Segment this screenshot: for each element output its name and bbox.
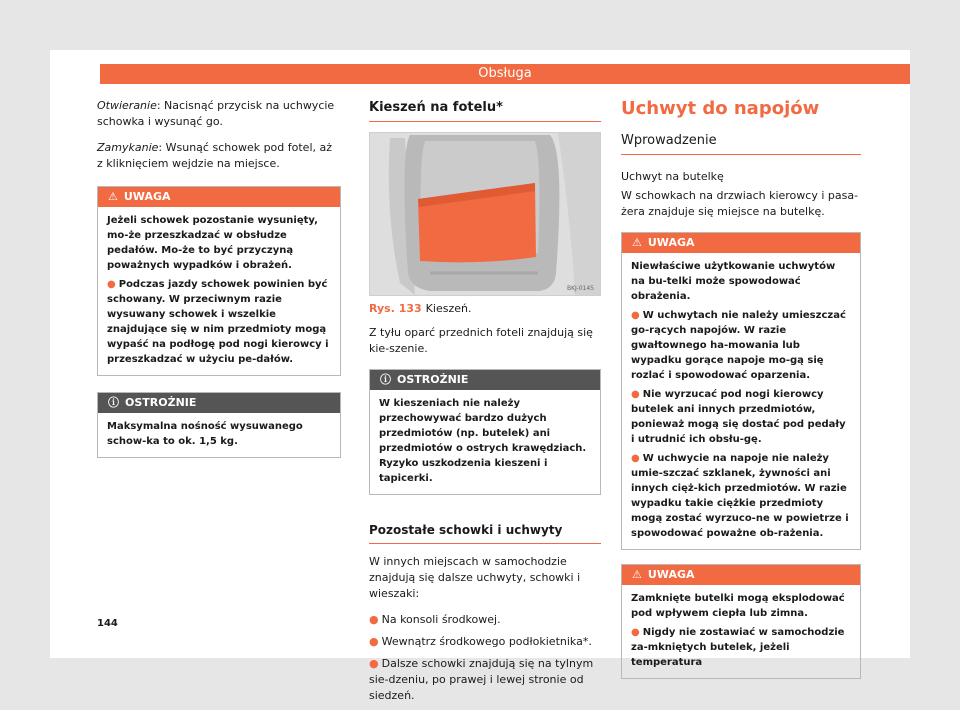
closing-paragraph — [97, 140, 341, 172]
seat-pocket-figure — [369, 132, 601, 296]
warning-header-2 — [622, 233, 860, 253]
warning-header-3 — [622, 565, 860, 585]
opening-paragraph — [97, 98, 341, 130]
warning-title-2: UWAGA — [647, 236, 695, 249]
column-right — [621, 98, 861, 679]
bullet-icon: ● — [631, 627, 640, 638]
note-box — [97, 392, 341, 458]
bullet-icon: ● — [369, 657, 379, 670]
warning-body — [98, 207, 340, 375]
note-body: Maksymalna nośność wysuwanego schow-ka to ok. 1,5 kg. — [107, 421, 303, 447]
warning-box-2 — [621, 232, 861, 550]
seat-illustration — [370, 133, 601, 295]
warning-bullet: ● Nie wyrzucać pod nogi kierowcy butelek ani innych przedmiotów, ponieważ mogą się dostać pod pedały i utrudnić ich obsłu-gę. — [631, 389, 846, 445]
column-left — [97, 98, 341, 458]
warning-bullet: ● W uchwytach nie należy umieszczać go-rących napojów. W razie gwałtownego ha-mowania lub wypadku gorące napoje mo-gą się rozlać i spowodować oparzenia. — [631, 310, 846, 381]
note-box-2 — [369, 369, 601, 495]
list-item: ● Na konsoli środkowej. — [369, 613, 501, 626]
info-circle-icon: ⓘ — [108, 396, 119, 409]
list-item: ● Dalsze schowki znajdują się na tylnym sie-dzeniu, po prawej i lewej stronie od siedzeń. — [369, 657, 594, 702]
manual-page — [50, 50, 910, 702]
bullet-icon: ● — [631, 389, 640, 400]
column-middle — [369, 98, 601, 710]
cupholder-title: Uchwyt do napojów — [621, 98, 820, 119]
warning-box-3 — [621, 564, 861, 679]
bottle-holder-text: W schowkach na drzwiach kierowcy i pasa-żera znajduje się miejsce na butelkę. — [621, 189, 859, 218]
warning-title-3: UWAGA — [647, 568, 695, 581]
warning-triangle-icon: ⚠ — [632, 568, 642, 581]
note-header-2 — [370, 370, 600, 390]
figure-number: Rys. 133 — [369, 302, 422, 315]
note-title: OSTROŻNIE — [125, 396, 197, 409]
section-header: Obsługa — [100, 64, 910, 84]
bullet-icon: ● — [631, 310, 640, 321]
warning-body-3: Zamknięte butelki mogą eksplodować pod wpływem ciepła lub zimna. ● Nigdy nie zostawiać w samochodzie za-mkniętych butelek, jeżeli temperatura — [622, 585, 860, 678]
bullet-icon: ● — [631, 453, 640, 464]
warning-triangle-icon: ⚠ — [632, 236, 642, 249]
note-body-2: W kieszeniach nie należy przechowywać bardzo dużych przedmiotów (np. butelek) ani przedmiotów o ostrych krawędziach. Ryzyko uszkodzenia kieszeni i tapicerki. — [379, 398, 587, 484]
bullet-icon: ● — [107, 279, 116, 290]
list-item: ● Wewnątrz środkowego podłokietnika*. — [369, 635, 592, 648]
warning-box — [97, 186, 341, 376]
closing-label: Zamykanie — [97, 141, 159, 154]
warning-header — [98, 187, 340, 207]
closing-text: : Wsunąć schowek pod fotel, aż z kliknięciem wejdzie na miejsce. — [97, 141, 333, 170]
page-number: 144 — [97, 618, 118, 629]
figure-caption — [369, 302, 601, 315]
storage-list — [369, 612, 601, 704]
opening-text: : Nacisnąć przycisk na uchwycie schowka i wysunąć go. — [97, 99, 335, 128]
bullet-icon: ● — [369, 635, 379, 648]
warning-body-2: Niewłaściwe użytkowanie uchwytów na bu-telki może spowodować obrażenia. ● W uchwytach nie należy umieszczać go-rących napojów. W razie gwałtownego ha-mowania lub wypadku gorące napoje mo-gą się rozlać i spowodować oparzenia. ● Nie wyrzucać pod nogi kierowcy butelek ani innych przedmiotów, ponieważ mogą się dostać pod pedały i utrudnić ich obsłu-gę. ● W uchwycie na napoje nie należy umie-szczać szklanek, żywności ani innych cięż-kich przedmiotów. W razie wypadku takie ciężkie przedmioty mogą zostać wyrzuco-ne w powietrze i spowodować poważne ob-rażenia. — [622, 253, 860, 549]
other-storage-text: W innych miejscach w samochodzie znajdują się dalsze uchwyty, schowki i wieszaki: — [369, 555, 581, 600]
info-circle-icon: ⓘ — [380, 373, 391, 386]
other-storage-heading: Pozostałe schowki i uchwyty — [369, 523, 601, 544]
warning-bullet: ● Nigdy nie zostawiać w samochodzie za-mkniętych butelek, jeżeli temperatura — [631, 627, 845, 668]
introduction-subtitle: Wprowadzenie — [621, 133, 861, 155]
warning-bullet: ● Podczas jazdy schowek powinien być schowany. W przeciwnym razie wysuwany schowek i wszelkie znajdujące się w nim przedmioty mogą wypaść na podłogę pod nogi kierowcy i przeszkadzać w użyciu pe-dałów. — [107, 279, 329, 365]
warning-title: UWAGA — [123, 190, 171, 203]
warning-triangle-icon: ⚠ — [108, 190, 118, 203]
warning-bullet: ● W uchwycie na napoje nie należy umie-szczać szklanek, żywności ani innych cięż-kich przedmiotów. W razie wypadku takie ciężkie przedmioty mogą zostać wyrzuco-ne w powietrze i spowodować poważne ob-rażenia. — [631, 453, 849, 539]
opening-label: Otwieranie — [97, 99, 157, 112]
warning-intro: Jeżeli schowek pozostanie wysunięty, mo-że przeszkadzać w obsłudze pedałów. Mo-że to być przyczyną poważnych wypadków i obrażeń. — [107, 215, 318, 271]
bullet-icon: ● — [369, 613, 379, 626]
seat-pocket-text: Z tyłu oparć przednich foteli znajdują się kie-szenie. — [369, 326, 593, 355]
figure-caption-text: Kieszeń. — [425, 302, 472, 315]
figure-code: BKJ-0145 — [566, 285, 594, 292]
seat-pocket-heading: Kieszeń na fotelu* — [369, 100, 601, 122]
note-title-2: OSTROŻNIE — [397, 373, 469, 386]
note-header — [98, 393, 340, 413]
bottle-holder-subhead: Uchwyt na butelkę — [621, 170, 724, 183]
